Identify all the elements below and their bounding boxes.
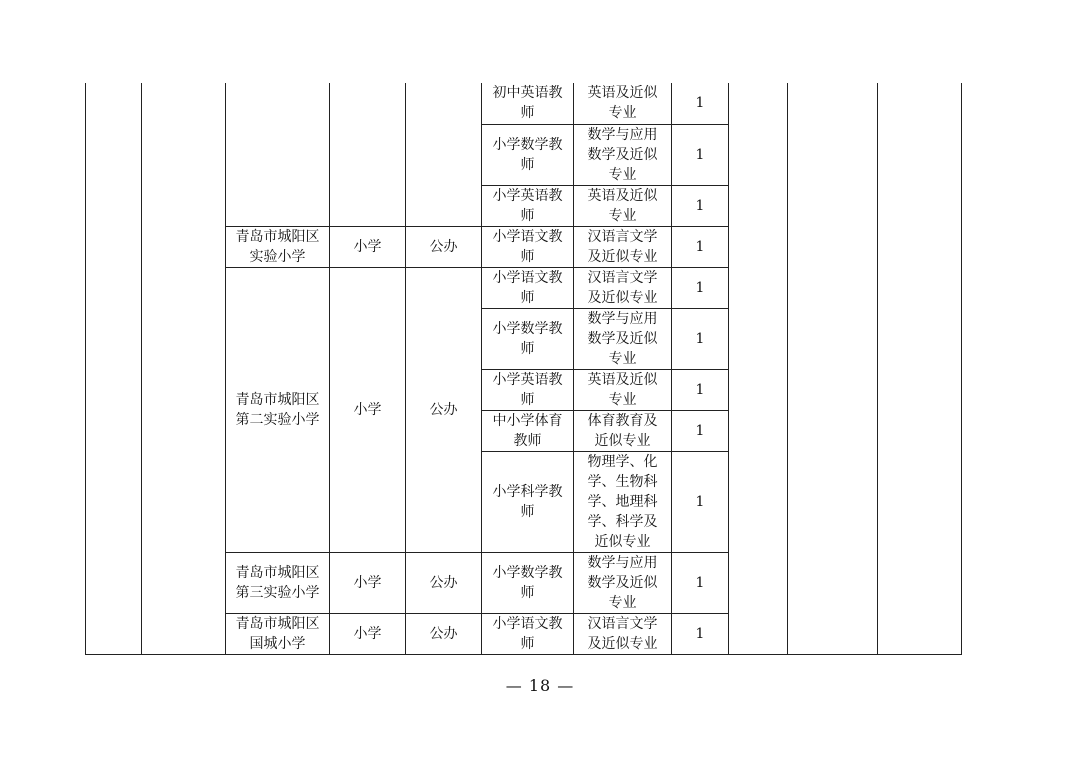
empty-cell	[142, 83, 226, 654]
empty-cell	[86, 83, 142, 654]
empty-cell	[330, 83, 406, 226]
major-cell: 数学与应用数学及近似专业	[574, 124, 672, 185]
count-cell: 1	[672, 267, 729, 308]
empty-cell	[406, 83, 482, 226]
school-name-cell: 青岛市城阳区国城小学	[226, 613, 330, 654]
empty-cell	[788, 83, 878, 654]
major-cell: 数学与应用数学及近似专业	[574, 308, 672, 369]
major-cell: 英语及近似专业	[574, 83, 672, 124]
position-cell: 小学科学教师	[482, 451, 574, 552]
major-cell: 英语及近似专业	[574, 185, 672, 226]
count-cell: 1	[672, 124, 729, 185]
major-cell: 汉语言文学及近似专业	[574, 267, 672, 308]
position-cell: 小学英语教师	[482, 185, 574, 226]
school-nature-cell: 公办	[406, 552, 482, 613]
school-name-cell: 青岛市城阳区第二实验小学	[226, 267, 330, 552]
position-cell: 小学数学教师	[482, 308, 574, 369]
school-name-cell: 青岛市城阳区第三实验小学	[226, 552, 330, 613]
position-cell: 小学语文教师	[482, 613, 574, 654]
school-level-cell: 小学	[330, 552, 406, 613]
recruitment-table	[85, 83, 962, 655]
position-cell: 小学数学教师	[482, 124, 574, 185]
count-cell: 1	[672, 451, 729, 552]
position-cell: 小学数学教师	[482, 552, 574, 613]
count-cell: 1	[672, 83, 729, 124]
count-cell: 1	[672, 308, 729, 369]
school-nature-cell: 公办	[406, 226, 482, 267]
position-cell: 初中英语教师	[482, 83, 574, 124]
position-cell: 中小学体育教师	[482, 410, 574, 451]
major-cell: 汉语言文学及近似专业	[574, 613, 672, 654]
position-cell: 小学语文教师	[482, 267, 574, 308]
count-cell: 1	[672, 185, 729, 226]
count-cell: 1	[672, 410, 729, 451]
page-number: — 18 —	[505, 676, 575, 695]
position-cell: 小学语文教师	[482, 226, 574, 267]
table-row	[86, 83, 962, 124]
empty-cell	[878, 83, 962, 654]
empty-cell	[226, 83, 330, 226]
count-cell: 1	[672, 226, 729, 267]
count-cell: 1	[672, 369, 729, 410]
count-cell: 1	[672, 613, 729, 654]
major-cell: 物理学、化学、生物科学、地理科学、科学及近似专业	[574, 451, 672, 552]
empty-cell	[729, 83, 788, 654]
position-cell: 小学英语教师	[482, 369, 574, 410]
school-name-cell: 青岛市城阳区实验小学	[226, 226, 330, 267]
major-cell: 体育教育及近似专业	[574, 410, 672, 451]
school-level-cell: 小学	[330, 226, 406, 267]
school-level-cell: 小学	[330, 613, 406, 654]
major-cell: 英语及近似专业	[574, 369, 672, 410]
school-nature-cell: 公办	[406, 613, 482, 654]
major-cell: 数学与应用数学及近似专业	[574, 552, 672, 613]
school-nature-cell: 公办	[406, 267, 482, 552]
count-cell: 1	[672, 552, 729, 613]
major-cell: 汉语言文学及近似专业	[574, 226, 672, 267]
school-level-cell: 小学	[330, 267, 406, 552]
